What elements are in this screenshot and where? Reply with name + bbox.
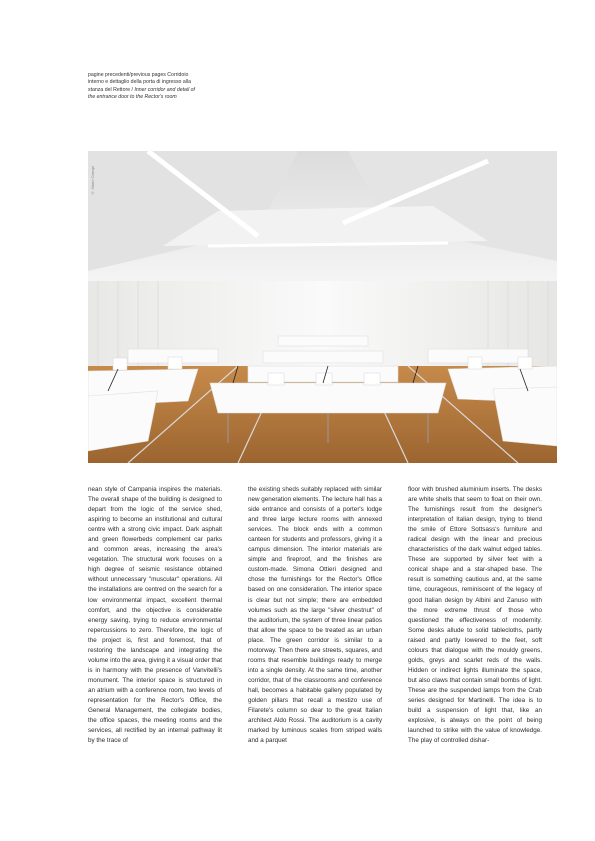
text-column-3 [408, 485, 542, 746]
auditorium-illustration [88, 151, 557, 463]
text-column-1 [88, 485, 222, 746]
body-text: nean style of Campania inspires the materials. The overall shape of the building is designed to depart from the logic of the service shed, aspiring to become an institutional and cultural centre with a strong civic impact. Dark asphalt and green flowerbeds complement car parks and common areas, increasing the area's vegetation. The structural work focuses on a high degree of seismic resistance obtained without unnecessary "muscular" operations. All the installations are centred on the search for a low environmental impact, excellent thermal comfort, and the objective is considerable energy saving, trying to reduce environmental repercussions to zero. Therefore, the logic of the project is, first and foremost, that of restoring the landscape and integrating the volume into the area, giving it a visual order that is in harmony with the presence of Vanvitelli's monument. The interior space is structured in an atrium with a conference room, two levels of representation for the Rector's Office, the General Management, the collegiate bodies, the office spaces, the meeting rooms and the services, all rectified by an internal pathway lit by the trace of [88, 486, 222, 745]
auditorium-photo [88, 151, 557, 463]
body-text: the existing sheds suitably replaced with similar new generation elements. The lecture hall has a side entrance and consists of a porter's lodge and three large lecture rooms with annexed services. The block ends with a common canteen for students and professors, giving it a campus dimension. The interior materials are simple and fireproof, and the finishes are custom-made. Simona Ottieri designed and chose the furnishings for the Rector's Office based on one consideration. The interior space is clear but not simple; there are embedded volumes such as the large "silver chestnut" of the auditorium, the system of three linear patios that allow the space to be treated as an urban place. The green corridor is similar to a motorway. Then there are streets, squares, and rooms that resemble buildings ready to merge into a single density. At the same time, another corridor, that of the classrooms and conference hall, becomes a habitable gallery populated by golden pillars that recall a mestizo use of Filarete's column so dear to the great Italian architect Aldo Rossi. The auditorium is a cavity marked by luminous scales from striped walls and a parquet [248, 486, 382, 745]
body-text: floor with brushed aluminium inserts. The desks are white shells that seem to float on their own. The furnishings result from the designer's interpretation of Italian design, trying to blend the smile of Ettore Sottsass's furniture and radical design with the linear and precious characteristics of the dark walnut edged tables. These are supported by silver feet with a conical shape and a star-shaped base. The result is something cautious and, at the same time, courageous, reminiscent of the legacy of good Italian design by Albini and Zanuso with the more extreme thrust of those who questioned the effectiveness of modernity. Some desks allude to solid tablecloths, partly raised and partly lowered to the feet, soft colours that dialogue with the mouldy greens, golds, greys and scarlet reds of the walls. Hidden or indirect lights illuminate the space, but also claws that contain small bombs of light. These are the suspended lamps from the Crab series designed for Martinelli. The idea is to build a suspension of light that, like an explosive, is always on the point of being launched to strike with the value of knowledge. The play of controlled dishar- [408, 486, 542, 745]
caption-translation: Inner corridor and detail of the entrance door to the Rector's room [88, 86, 195, 101]
photo-caption [88, 72, 200, 102]
photo-credit: © Mario Ciampi [90, 166, 95, 196]
text-column-2 [248, 485, 382, 746]
caption-text: pagine precedenti/previous pages Corridoio interno e dettaglio della porta di ingresso alla stanza del Rettore / [88, 72, 191, 93]
